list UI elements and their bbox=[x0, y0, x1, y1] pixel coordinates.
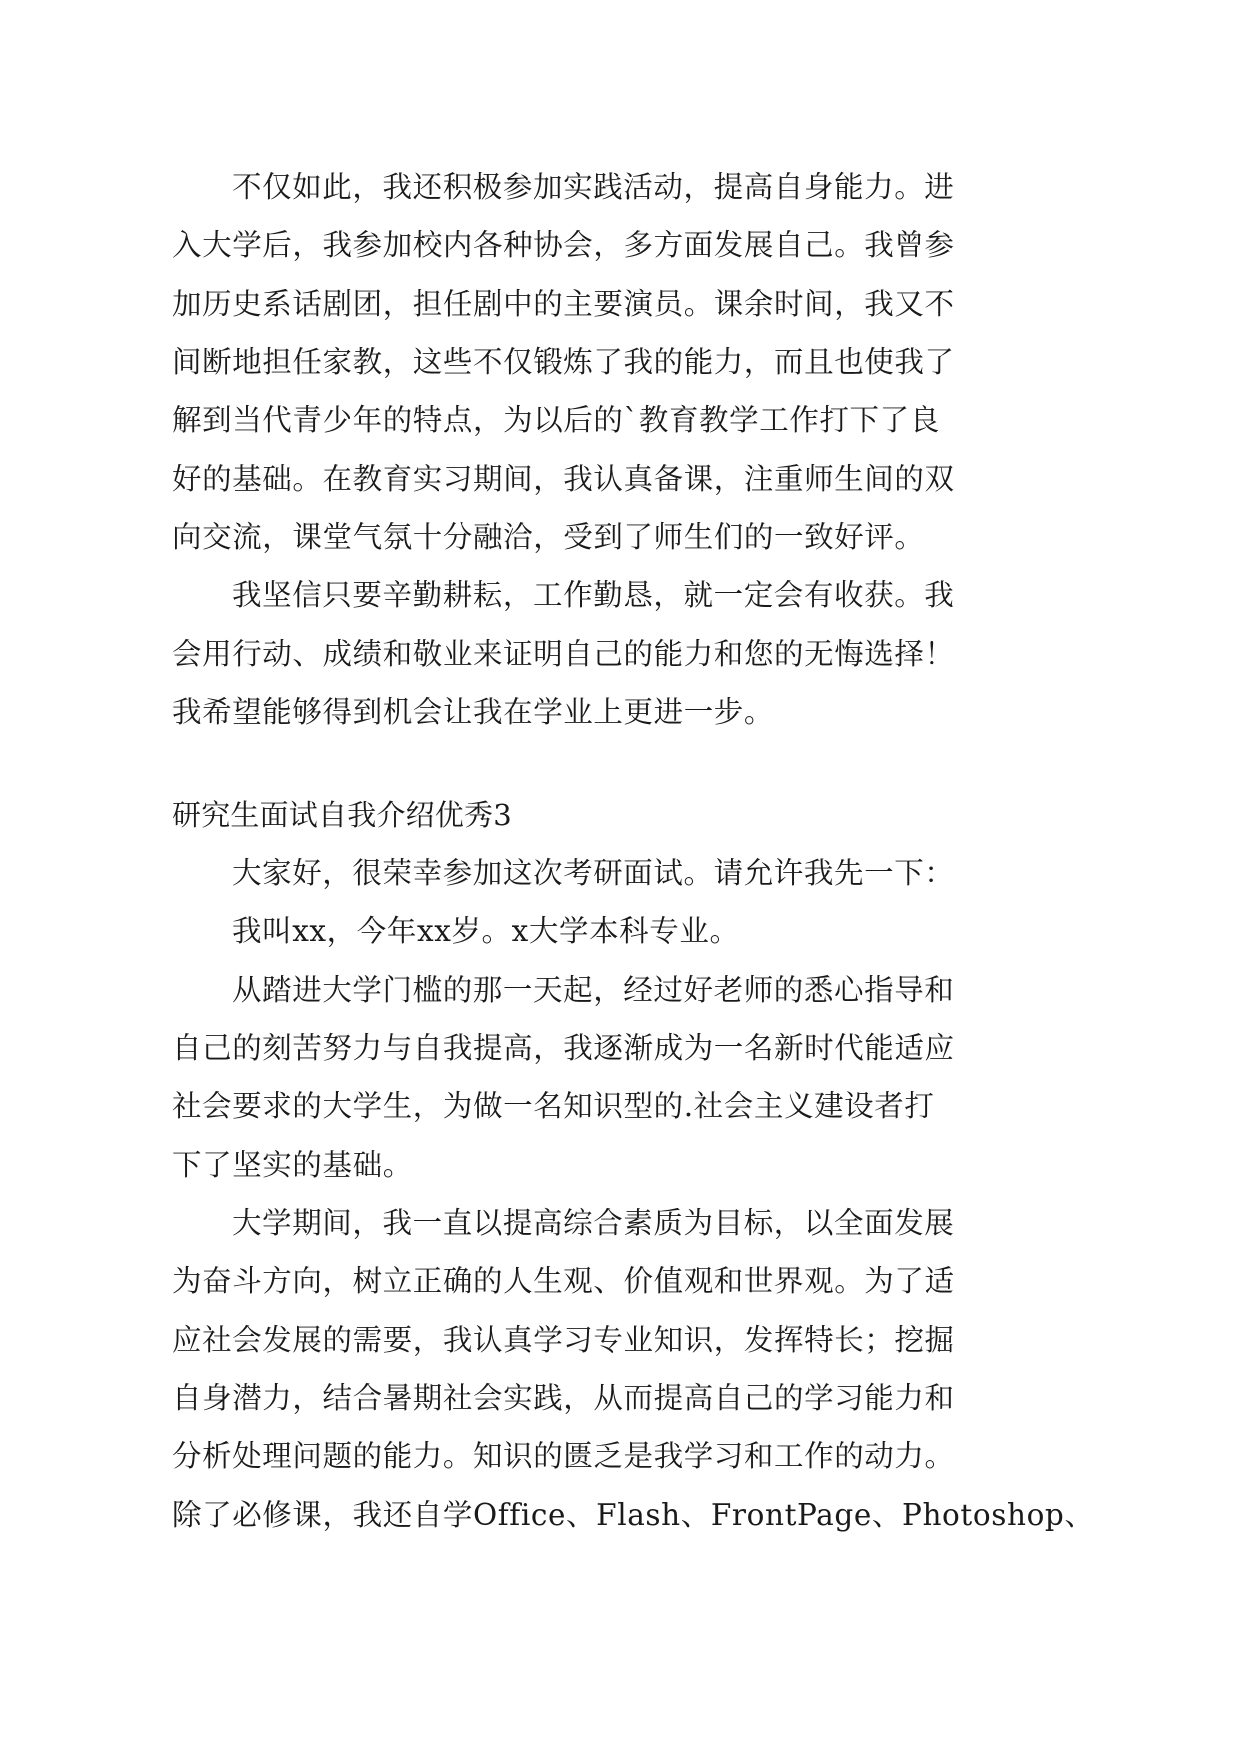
paragraph-line: 大学期间，我一直以提高综合素质为目标，以全面发展 bbox=[232, 1206, 955, 1240]
paragraph-line: 自身潜力，结合暑期社会实践，从而提高自己的学习能力和 bbox=[172, 1381, 955, 1415]
paragraph-line: 间断地担任家教，这些不仅锻炼了我的能力，而且也使我了 bbox=[172, 345, 955, 379]
paragraph-line: 我叫xx，今年xx岁。x大学本科专业。 bbox=[232, 914, 740, 948]
paragraph-line: 分析处理问题的能力。知识的匮乏是我学习和工作的动力。 bbox=[172, 1439, 955, 1473]
paragraph-line: 社会要求的大学生，为做一名知识型的.社会主义建设者打 bbox=[172, 1089, 935, 1123]
paragraph-line: 下了坚实的基础。 bbox=[172, 1148, 413, 1182]
paragraph-line: 好的基础。在教育实习期间，我认真备课，注重师生间的双 bbox=[172, 462, 955, 496]
paragraph-line: 自己的刻苦努力与自我提高，我逐渐成为一名新时代能适应 bbox=[172, 1031, 955, 1065]
paragraph-line: 加历史系话剧团，担任剧中的主要演员。课余时间，我又不 bbox=[172, 287, 955, 321]
paragraph-line: 解到当代青少年的特点，为以后的`教育教学工作打下了良 bbox=[172, 403, 940, 437]
paragraph-line: 从踏进大学门槛的那一天起，经过好老师的悉心指导和 bbox=[232, 973, 955, 1007]
paragraph-line: 向交流，课堂气氛十分融洽，受到了师生们的一致好评。 bbox=[172, 520, 925, 554]
paragraph-line: 应社会发展的需要，我认真学习专业知识，发挥特长；挖掘 bbox=[172, 1323, 955, 1357]
paragraph-line: 入大学后，我参加校内各种协会，多方面发展自己。我曾参 bbox=[172, 228, 955, 262]
section-heading: 研究生面试自我介绍优秀3 bbox=[172, 798, 512, 832]
paragraph-line: 我坚信只要辛勤耕耘，工作勤恳，就一定会有收获。我 bbox=[232, 578, 955, 612]
paragraph-line: 除了必修课，我还自学Office、Flash、FrontPage、Photoshop、 bbox=[172, 1498, 1095, 1532]
paragraph-line: 我希望能够得到机会让我在学业上更进一步。 bbox=[172, 695, 775, 729]
paragraph-line: 不仅如此，我还积极参加实践活动，提高自身能力。进 bbox=[232, 170, 955, 204]
paragraph-line: 大家好，很荣幸参加这次考研面试。请允许我先一下： bbox=[232, 856, 955, 890]
paragraph-line: 为奋斗方向，树立正确的人生观、价值观和世界观。为了适 bbox=[172, 1264, 955, 1298]
paragraph-line: 会用行动、成绩和敬业来证明自己的能力和您的无悔选择！ bbox=[172, 637, 955, 671]
